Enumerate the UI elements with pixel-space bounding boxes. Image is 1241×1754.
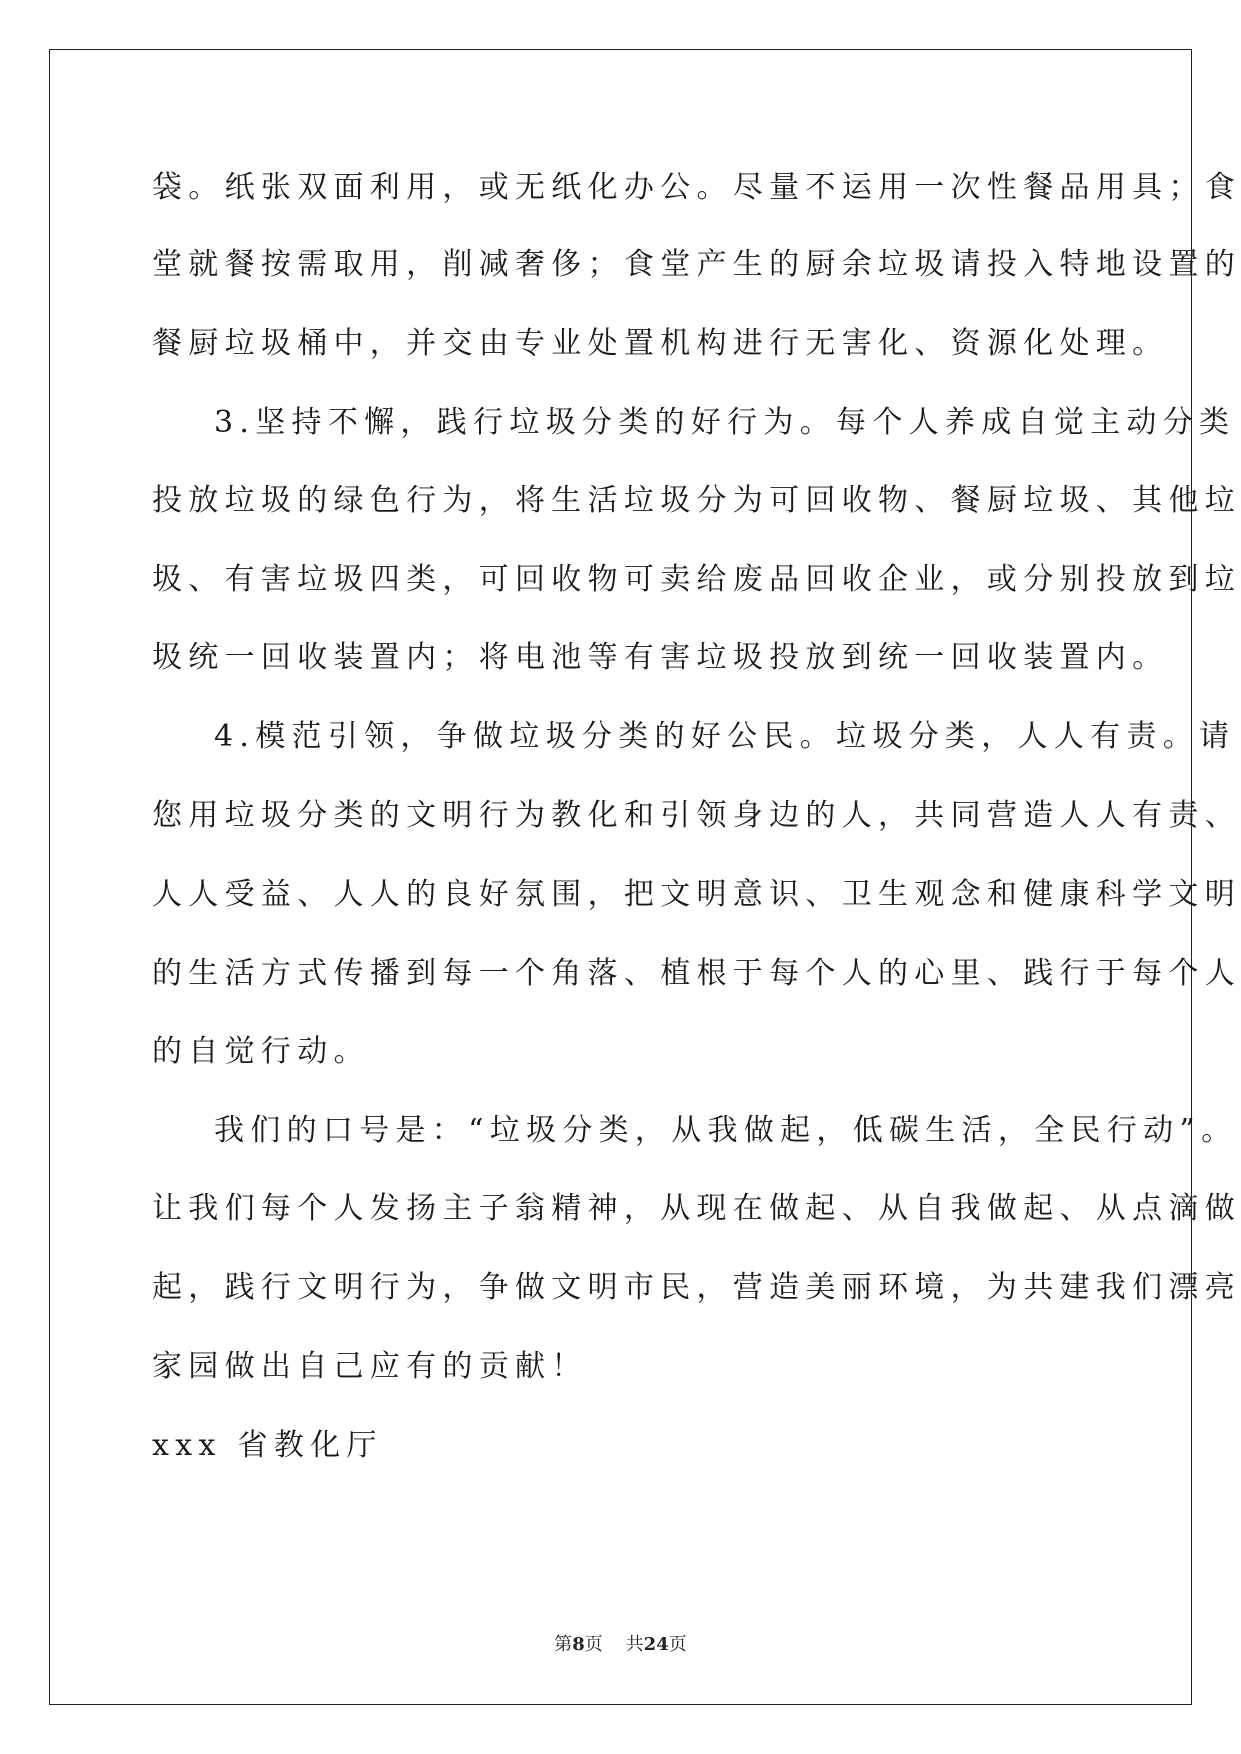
body-line-10: 人人受益、人人的良好氛围，把文明意识、卫生观念和健康科学文明 — [152, 877, 1241, 912]
signature-line: xxx 省教化厅 — [152, 1428, 383, 1463]
total-prefix: 共 — [625, 1634, 644, 1655]
body-line-16: 家园做出自己应有的贡献！ — [152, 1349, 588, 1384]
body-line-2: 堂就餐按需取用，削减奢侈；食堂产生的厨余垃圾请投入特地设置的 — [152, 247, 1241, 282]
body-line-14: 让我们每个人发扬主子翁精神，从现在做起、从自我做起、从点滴做 — [152, 1191, 1241, 1226]
total-pages: 24 — [643, 1634, 669, 1655]
paragraph-3-start: 3.坚持不懈，践行垃圾分类的好行为。每个人养成自觉主动分类 — [214, 405, 1236, 440]
page-number: 8 — [572, 1634, 585, 1655]
page-suffix: 页 — [584, 1634, 603, 1655]
body-line-11: 的生活方式传播到每一个角落、植根于每个人的心里、践行于每个人 — [152, 956, 1241, 991]
body-line-5: 投放垃圾的绿色行为，将生活垃圾分为可回收物、餐厨垃圾、其他垃 — [152, 483, 1241, 518]
page-footer — [0, 1634, 1241, 1656]
page-prefix: 第 — [554, 1634, 573, 1655]
body-line-1: 袋。纸张双面利用，或无纸化办公。尽量不运用一次性餐品用具；食 — [152, 170, 1241, 205]
total-suffix: 页 — [668, 1634, 687, 1655]
body-line-7: 圾统一回收装置内；将电池等有害垃圾投放到统一回收装置内。 — [152, 640, 1169, 675]
body-line-6: 圾、有害垃圾四类，可回收物可卖给废品回收企业，或分别投放到垃 — [152, 562, 1241, 597]
slogan-paragraph-start: 我们的口号是：“垃圾分类，从我做起，低碳生活，全民行动”。 — [214, 1113, 1238, 1148]
body-line-15: 起，践行文明行为，争做文明市民，营造美丽环境，为共建我们漂亮 — [152, 1270, 1241, 1305]
paragraph-4-start: 4.模范引领，争做垃圾分类的好公民。垃圾分类，人人有责。请 — [214, 719, 1236, 754]
body-line-3: 餐厨垃圾桶中，并交由专业处置机构进行无害化、资源化处理。 — [152, 326, 1169, 361]
body-line-9: 您用垃圾分类的文明行为教化和引领身边的人，共同营造人人有责、 — [152, 798, 1241, 833]
body-line-12: 的自觉行动。 — [152, 1034, 370, 1069]
